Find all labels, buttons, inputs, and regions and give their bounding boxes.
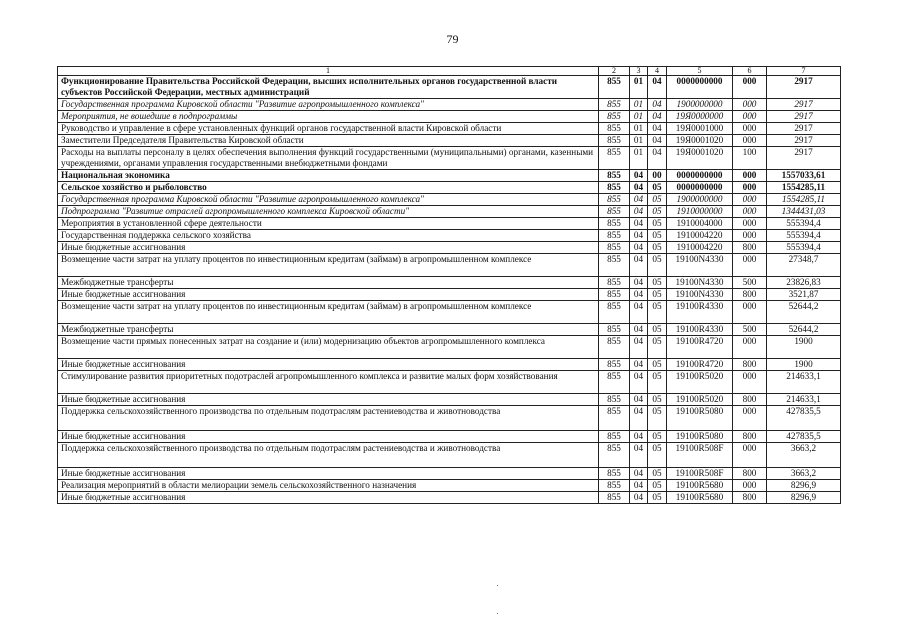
row-section-cell: 01 xyxy=(630,147,648,170)
table-row xyxy=(58,480,841,492)
row-section-cell: 04 xyxy=(630,170,648,182)
row-type-cell: 000 xyxy=(733,218,767,230)
row-amount-cell: 52644,2 xyxy=(767,324,841,336)
row-amount-cell: 3663,2 xyxy=(767,443,841,468)
row-amount-cell: 2917 xyxy=(767,76,841,99)
table-row xyxy=(58,406,841,431)
row-subsection-cell: 05 xyxy=(648,182,667,194)
row-code-cell: 855 xyxy=(599,194,630,206)
row-section-cell: 01 xyxy=(630,99,648,111)
row-subsection-cell: 05 xyxy=(648,406,667,431)
row-subsection-cell: 05 xyxy=(648,289,667,301)
row-target-cell: 19100N4330 xyxy=(667,254,733,277)
table-row xyxy=(58,492,841,504)
row-type-cell: 800 xyxy=(733,289,767,301)
row-amount-cell: 3521,87 xyxy=(767,289,841,301)
row-code-cell: 855 xyxy=(599,254,630,277)
row-subsection-cell: 04 xyxy=(648,76,667,99)
table-row xyxy=(58,170,841,182)
row-target-cell: 1910004220 xyxy=(667,230,733,242)
row-amount-cell: 3663,2 xyxy=(767,468,841,480)
row-subsection-cell: 05 xyxy=(648,254,667,277)
row-name-cell: Функционирование Правительства Российской Федерации, высших исполнительных органов государственной власти субъектов Российской Федерации, местных администраций xyxy=(58,76,599,99)
row-target-cell: 1900000000 xyxy=(667,99,733,111)
row-name-cell: Реализация мероприятий в области мелиорации земель сельскохозяйственного назначения xyxy=(58,480,599,492)
row-type-cell: 000 xyxy=(733,135,767,147)
table-row xyxy=(58,289,841,301)
row-subsection-cell: 04 xyxy=(648,99,667,111)
row-amount-cell: 2917 xyxy=(767,123,841,135)
row-name-cell: Государственная программа Кировской области "Развитие агропромышленного комплекса" xyxy=(58,194,599,206)
row-subsection-cell: 04 xyxy=(648,123,667,135)
row-section-cell: 04 xyxy=(630,242,648,254)
row-target-cell: 19100R4330 xyxy=(667,324,733,336)
row-name-cell: Возмещение части затрат на уплату процентов по инвестиционным кредитам (займам) в агропромышленном комплексе xyxy=(58,254,599,277)
row-code-cell: 855 xyxy=(599,468,630,480)
row-type-cell: 000 xyxy=(733,301,767,324)
row-target-cell: 19Я0001020 xyxy=(667,135,733,147)
table-row xyxy=(58,324,841,336)
row-target-cell: 19100N4330 xyxy=(667,289,733,301)
row-target-cell: 19100R5680 xyxy=(667,492,733,504)
table-row xyxy=(58,135,841,147)
row-name-cell: Национальная экономика xyxy=(58,170,599,182)
row-code-cell: 855 xyxy=(599,76,630,99)
row-section-cell: 04 xyxy=(630,301,648,324)
row-code-cell: 855 xyxy=(599,324,630,336)
row-code-cell: 855 xyxy=(599,147,630,170)
row-name-cell: Межбюджетные трансферты xyxy=(58,277,599,289)
row-name-cell: Заместители Председателя Правительства Кировской области xyxy=(58,135,599,147)
table-row xyxy=(58,431,841,443)
row-subsection-cell: 05 xyxy=(648,218,667,230)
row-amount-cell: 8296,9 xyxy=(767,492,841,504)
row-code-cell: 855 xyxy=(599,182,630,194)
row-amount-cell: 555394,4 xyxy=(767,242,841,254)
table-row xyxy=(58,443,841,468)
row-section-cell: 04 xyxy=(630,406,648,431)
row-subsection-cell: 04 xyxy=(648,147,667,170)
row-subsection-cell: 05 xyxy=(648,371,667,394)
row-target-cell: 19100R5080 xyxy=(667,406,733,431)
row-type-cell: 000 xyxy=(733,336,767,359)
row-section-cell: 04 xyxy=(630,394,648,406)
row-target-cell: 1910000000 xyxy=(667,206,733,218)
budget-table xyxy=(57,66,841,504)
table-row xyxy=(58,301,841,324)
row-amount-cell: 427835,5 xyxy=(767,406,841,431)
row-section-cell: 04 xyxy=(630,182,648,194)
table-row xyxy=(58,336,841,359)
row-amount-cell: 214633,1 xyxy=(767,394,841,406)
row-type-cell: 000 xyxy=(733,230,767,242)
row-code-cell: 855 xyxy=(599,123,630,135)
row-type-cell: 000 xyxy=(733,406,767,431)
row-amount-cell: 1554285,11 xyxy=(767,194,841,206)
row-amount-cell: 1344431,03 xyxy=(767,206,841,218)
row-section-cell: 04 xyxy=(630,359,648,371)
row-section-cell: 01 xyxy=(630,123,648,135)
row-code-cell: 855 xyxy=(599,111,630,123)
row-section-cell: 04 xyxy=(630,277,648,289)
row-amount-cell: 1554285,11 xyxy=(767,182,841,194)
row-name-cell: Поддержка сельскохозяйственного производства по отдельным подотраслям растениеводства и животноводства xyxy=(58,406,599,431)
header-row xyxy=(58,67,841,76)
table-row xyxy=(58,111,841,123)
row-code-cell: 855 xyxy=(599,359,630,371)
row-type-cell: 500 xyxy=(733,277,767,289)
row-type-cell: 800 xyxy=(733,359,767,371)
row-target-cell: 19100N4330 xyxy=(667,277,733,289)
row-type-cell: 800 xyxy=(733,242,767,254)
column-header: 1 xyxy=(58,67,599,76)
row-subsection-cell: 05 xyxy=(648,431,667,443)
table-row xyxy=(58,147,841,170)
row-section-cell: 04 xyxy=(630,480,648,492)
row-subsection-cell: 05 xyxy=(648,468,667,480)
row-target-cell: 19100R4720 xyxy=(667,359,733,371)
row-subsection-cell: 05 xyxy=(648,242,667,254)
row-subsection-cell: 04 xyxy=(648,135,667,147)
row-target-cell: 19Я0001000 xyxy=(667,123,733,135)
row-target-cell: 19100R508F xyxy=(667,443,733,468)
column-header: 5 xyxy=(667,67,733,76)
row-name-cell: Иные бюджетные ассигнования xyxy=(58,468,599,480)
row-amount-cell: 2917 xyxy=(767,135,841,147)
table-row xyxy=(58,194,841,206)
row-name-cell: Расходы на выплаты персоналу в целях обеспечения выполнения функций государственными (муниципальными) органами, казенными учреждениями, органами управления государственными внебюджетными фондами xyxy=(58,147,599,170)
column-header: 7 xyxy=(767,67,841,76)
row-code-cell: 855 xyxy=(599,277,630,289)
table-row xyxy=(58,99,841,111)
row-name-cell: Иные бюджетные ассигнования xyxy=(58,242,599,254)
table-row xyxy=(58,359,841,371)
row-name-cell: Государственная программа Кировской области "Развитие агропромышленного комплекса" xyxy=(58,99,599,111)
row-code-cell: 855 xyxy=(599,406,630,431)
row-name-cell: Государственная поддержка сельского хозяйства xyxy=(58,230,599,242)
table-row xyxy=(58,394,841,406)
row-code-cell: 855 xyxy=(599,170,630,182)
row-code-cell: 855 xyxy=(599,135,630,147)
row-subsection-cell: 05 xyxy=(648,301,667,324)
row-section-cell: 04 xyxy=(630,371,648,394)
column-header: 4 xyxy=(648,67,667,76)
row-target-cell: 1910004220 xyxy=(667,242,733,254)
row-amount-cell: 52644,2 xyxy=(767,301,841,324)
row-target-cell: 1910004000 xyxy=(667,218,733,230)
column-header: 6 xyxy=(733,67,767,76)
row-subsection-cell: 05 xyxy=(648,359,667,371)
row-type-cell: 500 xyxy=(733,324,767,336)
table-row xyxy=(58,218,841,230)
row-amount-cell: 427835,5 xyxy=(767,431,841,443)
row-type-cell: 800 xyxy=(733,468,767,480)
row-target-cell: 19100R5020 xyxy=(667,371,733,394)
row-name-cell: Иные бюджетные ассигнования xyxy=(58,289,599,301)
row-section-cell: 01 xyxy=(630,135,648,147)
row-amount-cell: 1557033,61 xyxy=(767,170,841,182)
row-target-cell: 19Я0000000 xyxy=(667,111,733,123)
row-amount-cell: 2917 xyxy=(767,111,841,123)
row-section-cell: 01 xyxy=(630,111,648,123)
table-row xyxy=(58,254,841,277)
row-name-cell: Межбюджетные трансферты xyxy=(58,324,599,336)
row-name-cell: Возмещение части прямых понесенных затрат на создание и (или) модернизацию объектов агропромышленного комплекса xyxy=(58,336,599,359)
row-name-cell: Иные бюджетные ассигнования xyxy=(58,431,599,443)
table-row xyxy=(58,123,841,135)
row-type-cell: 000 xyxy=(733,371,767,394)
table-row xyxy=(58,277,841,289)
row-amount-cell: 23826,83 xyxy=(767,277,841,289)
row-section-cell: 04 xyxy=(630,324,648,336)
row-amount-cell: 27348,7 xyxy=(767,254,841,277)
table-row xyxy=(58,371,841,394)
row-type-cell: 000 xyxy=(733,182,767,194)
row-code-cell: 855 xyxy=(599,289,630,301)
row-amount-cell: 555394,4 xyxy=(767,218,841,230)
row-section-cell: 04 xyxy=(630,336,648,359)
row-type-cell: 000 xyxy=(733,170,767,182)
row-type-cell: 800 xyxy=(733,394,767,406)
row-type-cell: 000 xyxy=(733,443,767,468)
row-subsection-cell: 05 xyxy=(648,480,667,492)
row-name-cell: Мероприятия, не вошедшие в подпрограммы xyxy=(58,111,599,123)
row-amount-cell: 2917 xyxy=(767,147,841,170)
row-type-cell: 000 xyxy=(733,194,767,206)
row-subsection-cell: 05 xyxy=(648,194,667,206)
row-name-cell: Возмещение части затрат на уплату процентов по инвестиционным кредитам (займам) в агропромышленном комплексе xyxy=(58,301,599,324)
column-header: 2 xyxy=(599,67,630,76)
row-type-cell: 000 xyxy=(733,206,767,218)
row-type-cell: 000 xyxy=(733,123,767,135)
row-section-cell: 04 xyxy=(630,468,648,480)
row-code-cell: 855 xyxy=(599,394,630,406)
row-type-cell: 000 xyxy=(733,111,767,123)
row-subsection-cell: 05 xyxy=(648,277,667,289)
row-section-cell: 04 xyxy=(630,289,648,301)
row-target-cell: 0000000000 xyxy=(667,182,733,194)
row-amount-cell: 2917 xyxy=(767,99,841,111)
row-code-cell: 855 xyxy=(599,480,630,492)
row-code-cell: 855 xyxy=(599,206,630,218)
row-target-cell: 19100R5020 xyxy=(667,394,733,406)
row-target-cell: 19100R5680 xyxy=(667,480,733,492)
row-type-cell: 000 xyxy=(733,76,767,99)
table-row xyxy=(58,182,841,194)
row-target-cell: 19100R4330 xyxy=(667,301,733,324)
row-code-cell: 855 xyxy=(599,218,630,230)
row-amount-cell: 1900 xyxy=(767,336,841,359)
row-target-cell: 0000000000 xyxy=(667,170,733,182)
row-code-cell: 855 xyxy=(599,371,630,394)
row-target-cell: 19100R5080 xyxy=(667,431,733,443)
row-target-cell: 19100R508F xyxy=(667,468,733,480)
row-name-cell: Стимулирование развития приоритетных подотраслей агропромышленного комплекса и развитие малых форм хозяйствования xyxy=(58,371,599,394)
row-type-cell: 100 xyxy=(733,147,767,170)
row-name-cell: Иные бюджетные ассигнования xyxy=(58,359,599,371)
row-subsection-cell: 04 xyxy=(648,111,667,123)
row-amount-cell: 8296,9 xyxy=(767,480,841,492)
row-section-cell: 04 xyxy=(630,218,648,230)
page-number: 79 xyxy=(446,32,459,46)
row-code-cell: 855 xyxy=(599,443,630,468)
row-amount-cell: 555394,4 xyxy=(767,230,841,242)
row-section-cell: 04 xyxy=(630,431,648,443)
row-section-cell: 04 xyxy=(630,206,648,218)
row-code-cell: 855 xyxy=(599,431,630,443)
row-section-cell: 04 xyxy=(630,194,648,206)
row-subsection-cell: 05 xyxy=(648,492,667,504)
row-type-cell: 000 xyxy=(733,99,767,111)
row-name-cell: Иные бюджетные ассигнования xyxy=(58,492,599,504)
row-amount-cell: 1900 xyxy=(767,359,841,371)
table-body xyxy=(58,76,841,504)
row-code-cell: 855 xyxy=(599,301,630,324)
row-section-cell: 04 xyxy=(630,443,648,468)
table-row xyxy=(58,76,841,99)
row-code-cell: 855 xyxy=(599,492,630,504)
row-name-cell: Сельское хозяйство и рыболовство xyxy=(58,182,599,194)
row-name-cell: Руководство и управление в сфере установленных функций органов государственной власти Кировской области xyxy=(58,123,599,135)
row-subsection-cell: 05 xyxy=(648,394,667,406)
row-section-cell: 04 xyxy=(630,254,648,277)
row-target-cell: 19Я0001020 xyxy=(667,147,733,170)
row-subsection-cell: 05 xyxy=(648,336,667,359)
row-name-cell: Поддержка сельскохозяйственного производства по отдельным подотраслям растениеводства и животноводства xyxy=(58,443,599,468)
row-section-cell: 04 xyxy=(630,492,648,504)
row-subsection-cell: 05 xyxy=(648,206,667,218)
row-code-cell: 855 xyxy=(599,336,630,359)
column-header: 3 xyxy=(630,67,648,76)
table-row xyxy=(58,230,841,242)
row-code-cell: 855 xyxy=(599,242,630,254)
row-subsection-cell: 05 xyxy=(648,230,667,242)
row-code-cell: 855 xyxy=(599,230,630,242)
table-row xyxy=(58,206,841,218)
row-section-cell: 04 xyxy=(630,230,648,242)
row-name-cell: Иные бюджетные ассигнования xyxy=(58,394,599,406)
row-code-cell: 855 xyxy=(599,99,630,111)
row-name-cell: Мероприятия в установленной сфере деятельности xyxy=(58,218,599,230)
row-section-cell: 01 xyxy=(630,76,648,99)
row-subsection-cell: 05 xyxy=(648,443,667,468)
table-row xyxy=(58,242,841,254)
row-type-cell: 800 xyxy=(733,492,767,504)
row-name-cell: Подпрограмма "Развитие отраслей агропромышленного комплекса Кировской области" xyxy=(58,206,599,218)
row-target-cell: 19100R4720 xyxy=(667,336,733,359)
row-type-cell: 000 xyxy=(733,480,767,492)
row-target-cell: 0000000000 xyxy=(667,76,733,99)
row-type-cell: 800 xyxy=(733,431,767,443)
row-type-cell: 000 xyxy=(733,254,767,277)
scan-speck xyxy=(497,613,498,614)
row-subsection-cell: 05 xyxy=(648,324,667,336)
table-row xyxy=(58,468,841,480)
row-subsection-cell: 00 xyxy=(648,170,667,182)
scan-speck xyxy=(497,585,498,586)
row-target-cell: 1900000000 xyxy=(667,194,733,206)
row-amount-cell: 214633,1 xyxy=(767,371,841,394)
